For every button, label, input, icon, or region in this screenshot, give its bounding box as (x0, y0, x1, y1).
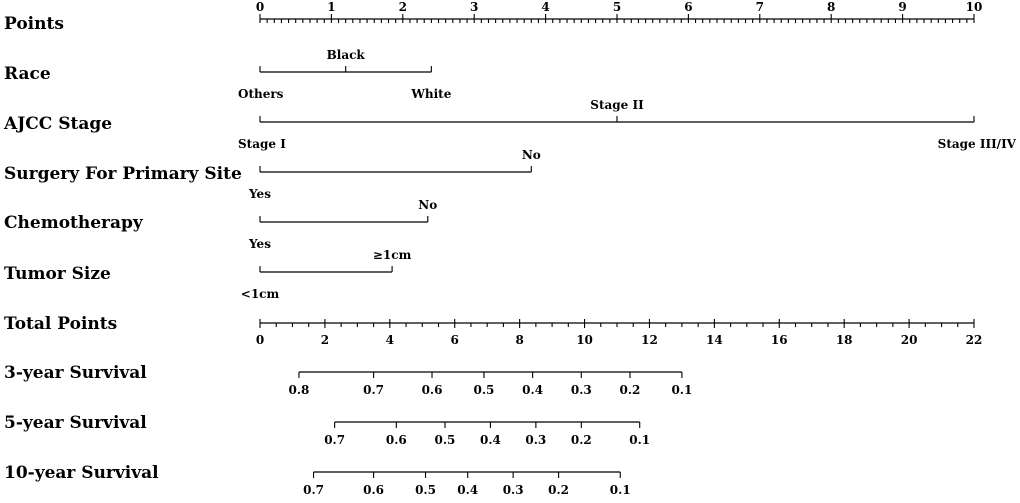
points-tick-label: 3 (470, 0, 479, 14)
race-level-label: Others (238, 87, 284, 101)
surv3-tick-label: 0.3 (570, 383, 592, 397)
surv5-tick-label: 0.5 (434, 433, 456, 447)
row-label-points: Points (4, 14, 64, 34)
ajcc-level-label: Stage I (238, 137, 286, 151)
surv5-tick-label: 0.7 (324, 433, 346, 447)
surv5-tick-label: 0.1 (629, 433, 651, 447)
points-tick-label: 10 (965, 0, 983, 14)
points-tick-label: 7 (755, 0, 764, 14)
surv3-tick-label: 0.4 (522, 383, 544, 397)
ajcc-level-label: Stage III/IV (937, 137, 1016, 151)
row-label-surgery: Surgery For Primary Site (4, 164, 242, 184)
tumor-level-label: ≥1cm (372, 248, 412, 262)
row-label-race: Race (4, 64, 51, 84)
total-tick-label: 6 (450, 333, 459, 347)
surv10-tick-label: 0.2 (548, 483, 570, 497)
chemo-level-label: No (418, 198, 438, 212)
row-labels (3, 14, 242, 483)
total-tick-label: 20 (900, 333, 918, 347)
surv3-tick-label: 0.5 (473, 383, 495, 397)
points-tick-label: 9 (898, 0, 907, 14)
points-tick-label: 6 (684, 0, 693, 14)
points-tick-label: 8 (827, 0, 836, 14)
chart-marks (238, 0, 1017, 497)
total-tick-label: 18 (835, 333, 853, 347)
row-label-ajcc-stage: AJCC Stage (4, 114, 113, 134)
surv10-tick-label: 0.7 (303, 483, 324, 497)
surgery-level-label: No (521, 148, 541, 162)
row-label-total-points: Total Points (4, 314, 118, 334)
total-tick-label: 16 (770, 333, 788, 347)
tumor-level-label: <1cm (240, 287, 280, 301)
row-label-10-year-survival: 10-year Survival (4, 463, 159, 483)
surv5-tick-label: 0.2 (570, 433, 592, 447)
points-tick-label: 5 (612, 0, 622, 14)
surv5-tick-label: 0.6 (385, 433, 407, 447)
row-label-5-year-survival: 5-year Survival (4, 413, 147, 433)
surv5-tick-label: 0.4 (479, 433, 501, 447)
total-tick-label: 14 (706, 333, 723, 347)
total-tick-label: 2 (320, 333, 330, 347)
surv10-tick-label: 0.3 (502, 483, 524, 497)
points-tick-label: 1 (327, 0, 336, 14)
surv3-tick-label: 0.6 (421, 383, 443, 397)
total-tick-label: 22 (965, 333, 983, 347)
total-tick-label: 4 (385, 333, 394, 347)
row-label-3-year-survival: 3-year Survival (4, 363, 147, 383)
race-level-label: White (411, 87, 452, 101)
surgery-level-label: Yes (249, 187, 271, 201)
total-tick-label: 0 (255, 333, 265, 347)
ajcc-level-label: Stage II (590, 98, 644, 112)
surv3-tick-label: 0.2 (619, 383, 641, 397)
surv10-tick-label: 0.6 (363, 483, 385, 497)
points-tick-label: 0 (255, 0, 265, 14)
row-label-tumor-size: Tumor Size (4, 264, 111, 284)
total-tick-label: 10 (576, 333, 593, 347)
surv3-tick-label: 0.7 (363, 383, 385, 397)
surv5-tick-label: 0.3 (525, 433, 547, 447)
total-tick-label: 8 (515, 333, 524, 347)
surv10-tick-label: 0.5 (415, 483, 436, 497)
chemo-level-label: Yes (249, 237, 271, 251)
surv3-tick-label: 0.8 (288, 383, 310, 397)
points-tick-label: 2 (398, 0, 407, 14)
points-tick-label: 4 (541, 0, 550, 14)
surv3-tick-label: 0.1 (671, 383, 693, 397)
surv10-tick-label: 0.4 (457, 483, 479, 497)
surv10-tick-label: 0.1 (609, 483, 631, 497)
total-tick-label: 12 (641, 333, 658, 347)
race-level-label: Black (326, 48, 365, 62)
row-label-chemotherapy: Chemotherapy (4, 213, 143, 233)
